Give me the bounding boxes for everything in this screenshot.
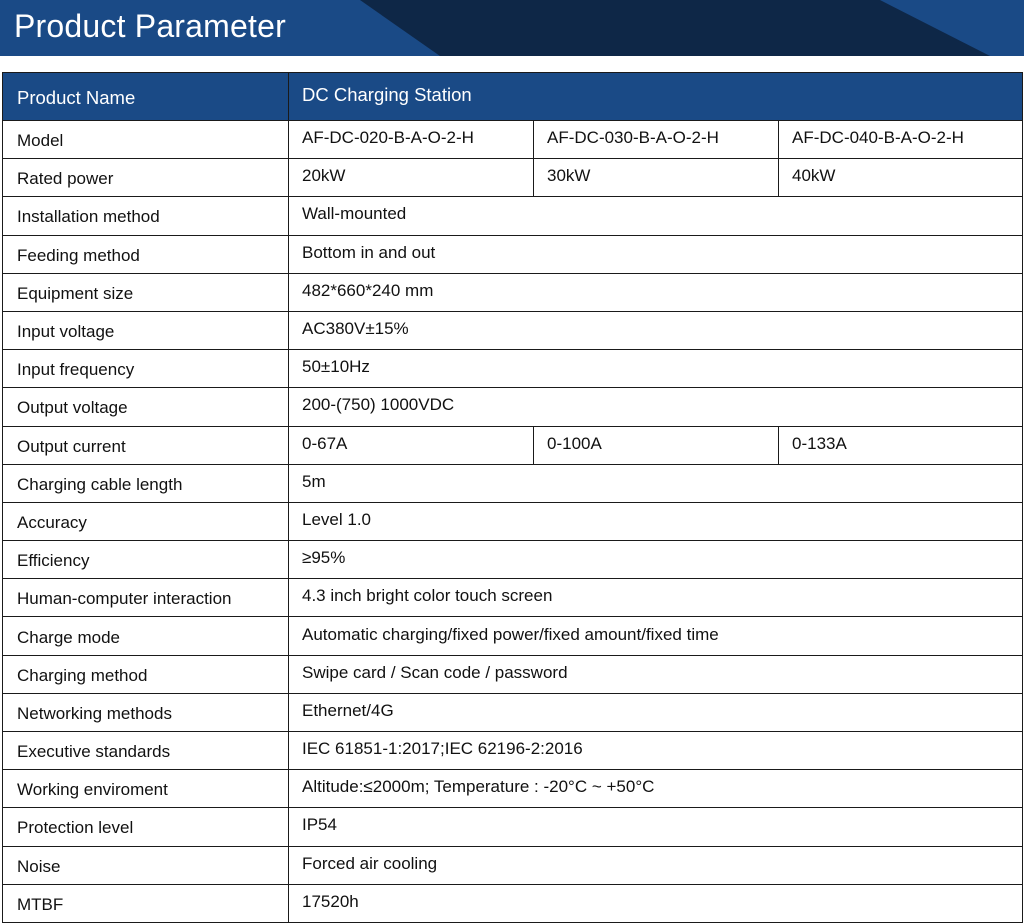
row-label: Feeding method — [3, 235, 289, 273]
row-value: IP54 — [289, 808, 1023, 846]
row-label: Input frequency — [3, 350, 289, 388]
table-row — [3, 693, 1023, 731]
table-row — [3, 846, 1023, 884]
row-label: Charging method — [3, 655, 289, 693]
row-value: Ethernet/4G — [289, 693, 1023, 731]
row-label: Networking methods — [3, 693, 289, 731]
row-label: Output voltage — [3, 388, 289, 426]
row-value: 5m — [289, 464, 1023, 502]
table-row — [3, 808, 1023, 846]
page-title: Product Parameter — [14, 8, 286, 44]
row-value: ≥95% — [289, 541, 1023, 579]
row-label: Equipment size — [3, 273, 289, 311]
row-label: Accuracy — [3, 502, 289, 540]
row-value: Wall-mounted — [289, 197, 1023, 235]
row-label: Charging cable length — [3, 464, 289, 502]
row-label: Input voltage — [3, 311, 289, 349]
table-row — [3, 197, 1023, 235]
row-label: Installation method — [3, 197, 289, 235]
row-label: Noise — [3, 846, 289, 884]
header-value: DC Charging Station — [289, 73, 1023, 121]
row-label: Output current — [3, 426, 289, 464]
row-label: Protection level — [3, 808, 289, 846]
table-row — [3, 617, 1023, 655]
table-row — [3, 235, 1023, 273]
row-value: AC380V±15% — [289, 311, 1023, 349]
row-value: IEC 61851-1:2017;IEC 62196-2:2016 — [289, 732, 1023, 770]
row-value: 50±10Hz — [289, 350, 1023, 388]
row-label: MTBF — [3, 884, 289, 922]
row-value: Bottom in and out — [289, 235, 1023, 273]
row-label: Efficiency — [3, 541, 289, 579]
row-label: Charge mode — [3, 617, 289, 655]
header-label: Product Name — [3, 73, 289, 121]
table-header-row — [3, 73, 1023, 121]
row-label: Human-computer interaction — [3, 579, 289, 617]
table-row — [3, 541, 1023, 579]
row-value: 200-(750) 1000VDC — [289, 388, 1023, 426]
table-row — [3, 311, 1023, 349]
table-row — [3, 579, 1023, 617]
table-row — [3, 159, 1023, 197]
table-row — [3, 273, 1023, 311]
row-label: Model — [3, 121, 289, 159]
table-row — [3, 502, 1023, 540]
row-label: Working enviroment — [3, 770, 289, 808]
row-value: AF-DC-040-B-A-O-2-H — [779, 121, 1023, 159]
row-value: 482*660*240 mm — [289, 273, 1023, 311]
row-value: Forced air cooling — [289, 846, 1023, 884]
table-row — [3, 732, 1023, 770]
row-value: 30kW — [534, 159, 779, 197]
row-value: 0-67A — [289, 426, 534, 464]
row-label: Executive standards — [3, 732, 289, 770]
title-banner — [0, 0, 1024, 56]
parameter-table — [2, 72, 1023, 923]
table-row — [3, 388, 1023, 426]
row-value: Automatic charging/fixed power/fixed amount/fixed time — [289, 617, 1023, 655]
row-value: 0-133A — [779, 426, 1023, 464]
row-value: Level 1.0 — [289, 502, 1023, 540]
table-row — [3, 121, 1023, 159]
row-value: 17520h — [289, 884, 1023, 922]
table-row — [3, 655, 1023, 693]
row-label: Rated power — [3, 159, 289, 197]
row-value: Swipe card / Scan code / password — [289, 655, 1023, 693]
table-row — [3, 884, 1023, 922]
table-row — [3, 770, 1023, 808]
table-row — [3, 350, 1023, 388]
row-value: Altitude:≤2000m; Temperature : -20°C ~ +50°C — [289, 770, 1023, 808]
table-row — [3, 464, 1023, 502]
row-value: 40kW — [779, 159, 1023, 197]
row-value: AF-DC-030-B-A-O-2-H — [534, 121, 779, 159]
row-value: 4.3 inch bright color touch screen — [289, 579, 1023, 617]
row-value: AF-DC-020-B-A-O-2-H — [289, 121, 534, 159]
row-value: 0-100A — [534, 426, 779, 464]
table-row — [3, 426, 1023, 464]
row-value: 20kW — [289, 159, 534, 197]
